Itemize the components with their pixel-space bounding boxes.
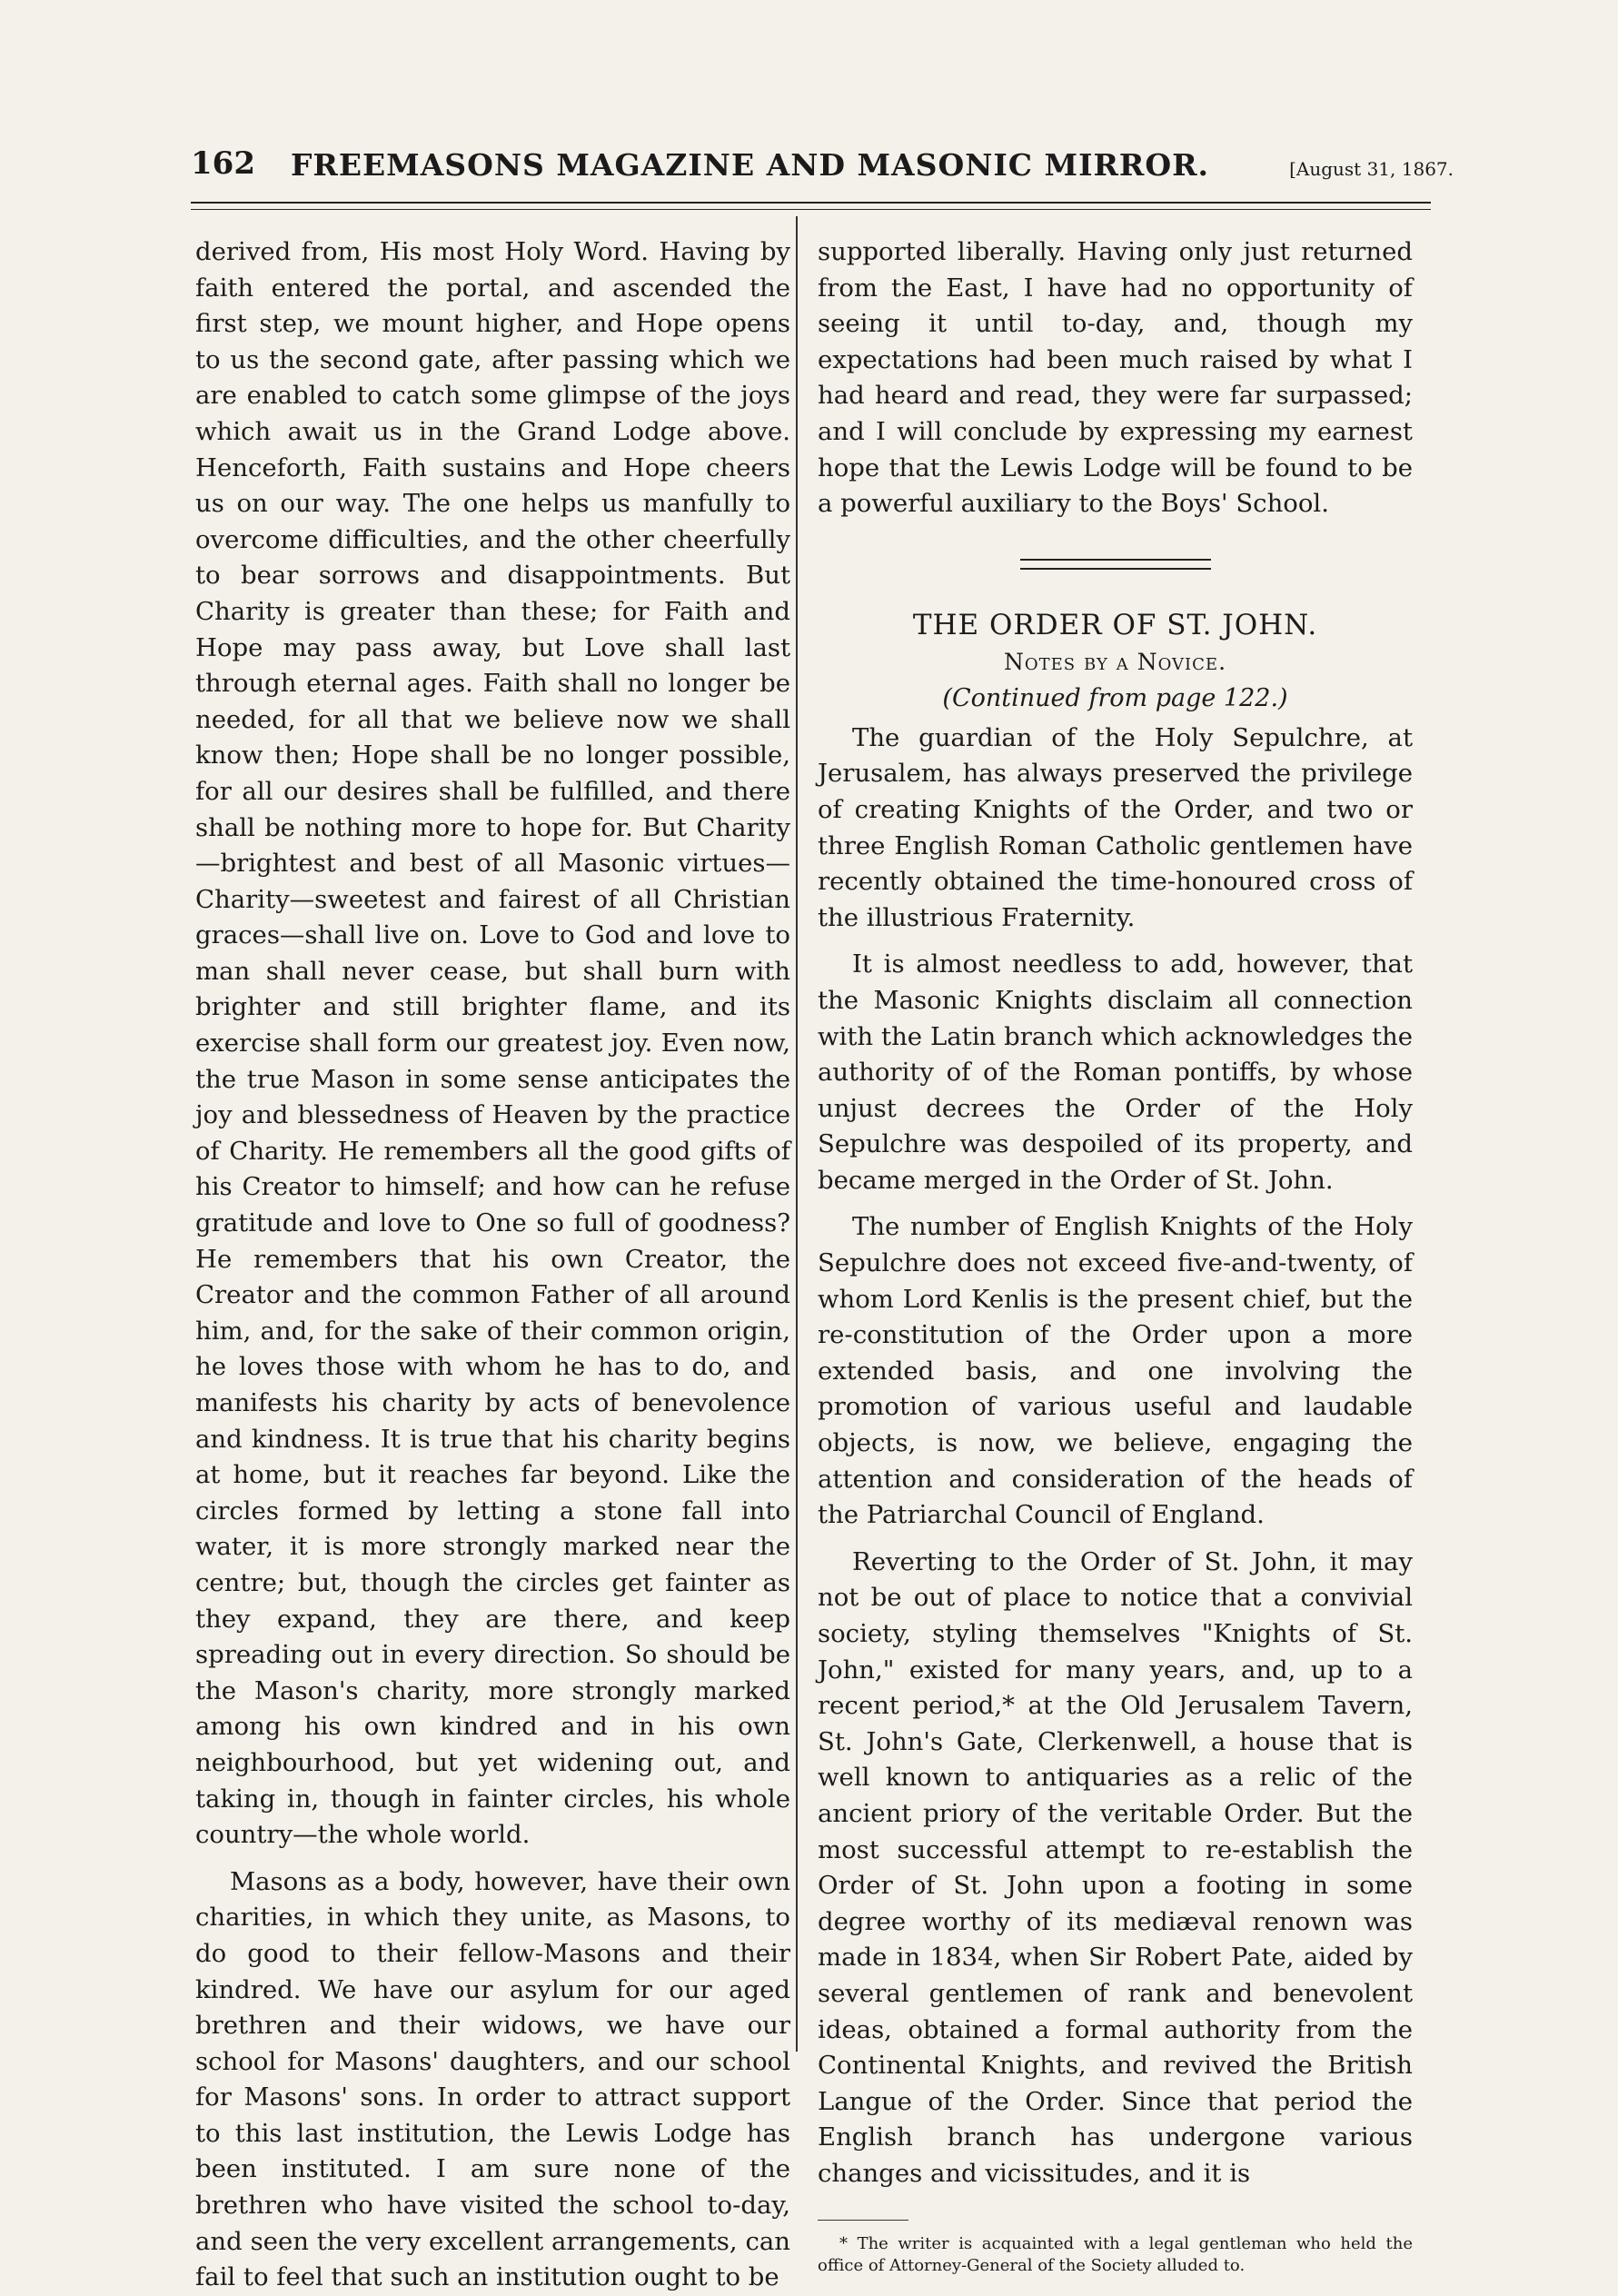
section-paragraph: Reverting to the Order of St. John, it may not be out of place to notice that a convivial society, styling themselves "Knights of St. John," existed for many years, and, up to a recent period,* at the Old Jerusalem Tavern, St. John's Gate, Clerkenwell, a house that is well known to antiquaries as a relic of the ancient priory of the veritable Order. But the most successful attempt to re-establish the Order of St. John upon a footing in some degree worthy of its mediæval renown was made in 1834, when Sir Robert Pate, aided by several gentlemen of rank and benevolent ideas, obtained a formal authority from the Continental Knights, and revived the British Langue of the Order. Since that period the English branch has undergone various changes and vicissitudes, and it is [818,1546,1413,2188]
section-subtitle: Notes by a Novice. [1003,648,1227,675]
issue-date: [August 31, 1867. [1289,158,1454,180]
footnote-rule [818,2220,908,2221]
page-number: 162 [191,145,255,182]
article-paragraph: Masons as a body, however, have their own charities, in which they unite, as Masons, to do good to their fellow-Masons and their kindred. We have our asylum for our aged brethren and their widows, we have our school for Masons' daughters, and our school for Masons' sons. In order to attract support to this last institution, the Lewis Lodge has been instituted. I am sure none of the brethren who have visited the school to-day, and seen the very excellent arrangements, can fail to feel that such an institution ought to be [195,1866,790,2292]
section-paragraph: It is almost needless to add, however, that the Masonic Knights disclaim all connection with the Latin branch which acknowledges the authority of of the Roman pontiffs, by whose unjust decrees the Order of the Holy Sepulchre was despoiled of its property, and became merged in the Order of St. John. [818,949,1413,1195]
right-column [818,234,1413,2277]
section-separator [1020,559,1211,570]
header-rule [191,202,1431,210]
section-paragraph: The guardian of the Holy Sepulchre, at Jerusalem, has always preserved the privilege of creating Knights of the Order, and two or three English Roman Catholic gentlemen have recently obtained the time-honoured cross of the illustrious Fraternity. [818,722,1413,932]
continued-note [818,681,1413,717]
article-paragraph: derived from, His most Holy Word. Having by faith entered the portal, and ascended the first step, we mount higher, and Hope opens to us the second gate, after passing which we are enabled to catch some glimpse of the joys which await us in the Grand Lodge above. Henceforth, Faith sustains and Hope cheers us on our way. The one helps us manfully to overcome difficulties, and the other cheerfully to bear sorrows and disappointments. But Charity is greater than these; for Faith and Hope may pass away, but Love shall last through eternal ages. Faith shall no longer be needed, for all that we believe now we shall know then; Hope shall be no longer possible, for all our desires shall be fulfilled, and there shall be nothing more to hope for. But Charity—brightest and best of all Masonic virtues—Charity—sweetest and fairest of all Christian graces—shall live on. Love to God and love to man shall never cease, but shall burn with brighter and still brighter flame, and its exercise shall form our greatest joy. Even now, the true Mason in some sense anticipates the joy and blessedness of Heaven by the practice of Charity. He remembers all the good gifts of his Creator to himself; and how can he refuse gratitude and love to One so full of goodness? He remembers that his own Creator, the Creator and the common Father of all around him, and, for the sake of their common origin, he loves those with whom he has to do, and manifests his charity by acts of benevolence and kindness. It is true that his charity begins at home, but it reaches far beyond. Like the circles formed by letting a stone fall into water, it is more strongly marked near the centre; but, though the circles get fainter as they expand, they are there, and keep spreading out in every direction. So should be the Mason's charity, more strongly marked among his own kindred and in his own neighbourhood, but yet widening out, and taking in, though in fainter circles, his whole country—the whole world. [195,237,790,1850]
footnote: * The writer is acquainted with a legal gentleman who held the office of Attorney-General of the Society alluded to. [818,2233,1413,2275]
left-column [195,234,790,2296]
running-title: FREEMASONS MAGAZINE AND MASONIC MIRROR. [291,147,1210,183]
page-header [191,145,1454,200]
section-paragraph: The number of English Knights of the Holy Sepulchre does not exceed five-and-twenty, of whom Lord Kenlis is the present chief, but the re-constitution of the Order upon a more extended basis, and one involving the promotion of various useful and laudable objects, is now, we believe, engaging the attention and consideration of the heads of the Patriarchal Council of England. [818,1212,1413,1530]
article-continuation: supported liberally. Having only just returned from the East, I have had no opportunity of seeing it until to-day, and, though my expectations had been much raised by what I had heard and read, they were far surpassed; and I will conclude by expressing my earnest hope that the Lewis Lodge will be found to be a powerful auxiliary to the Boys' School. [818,237,1413,519]
section-title: THE ORDER OF ST. JOHN. [912,608,1318,641]
continued-label: (Continued from page 122.) [942,683,1288,712]
column-divider [796,216,798,2052]
